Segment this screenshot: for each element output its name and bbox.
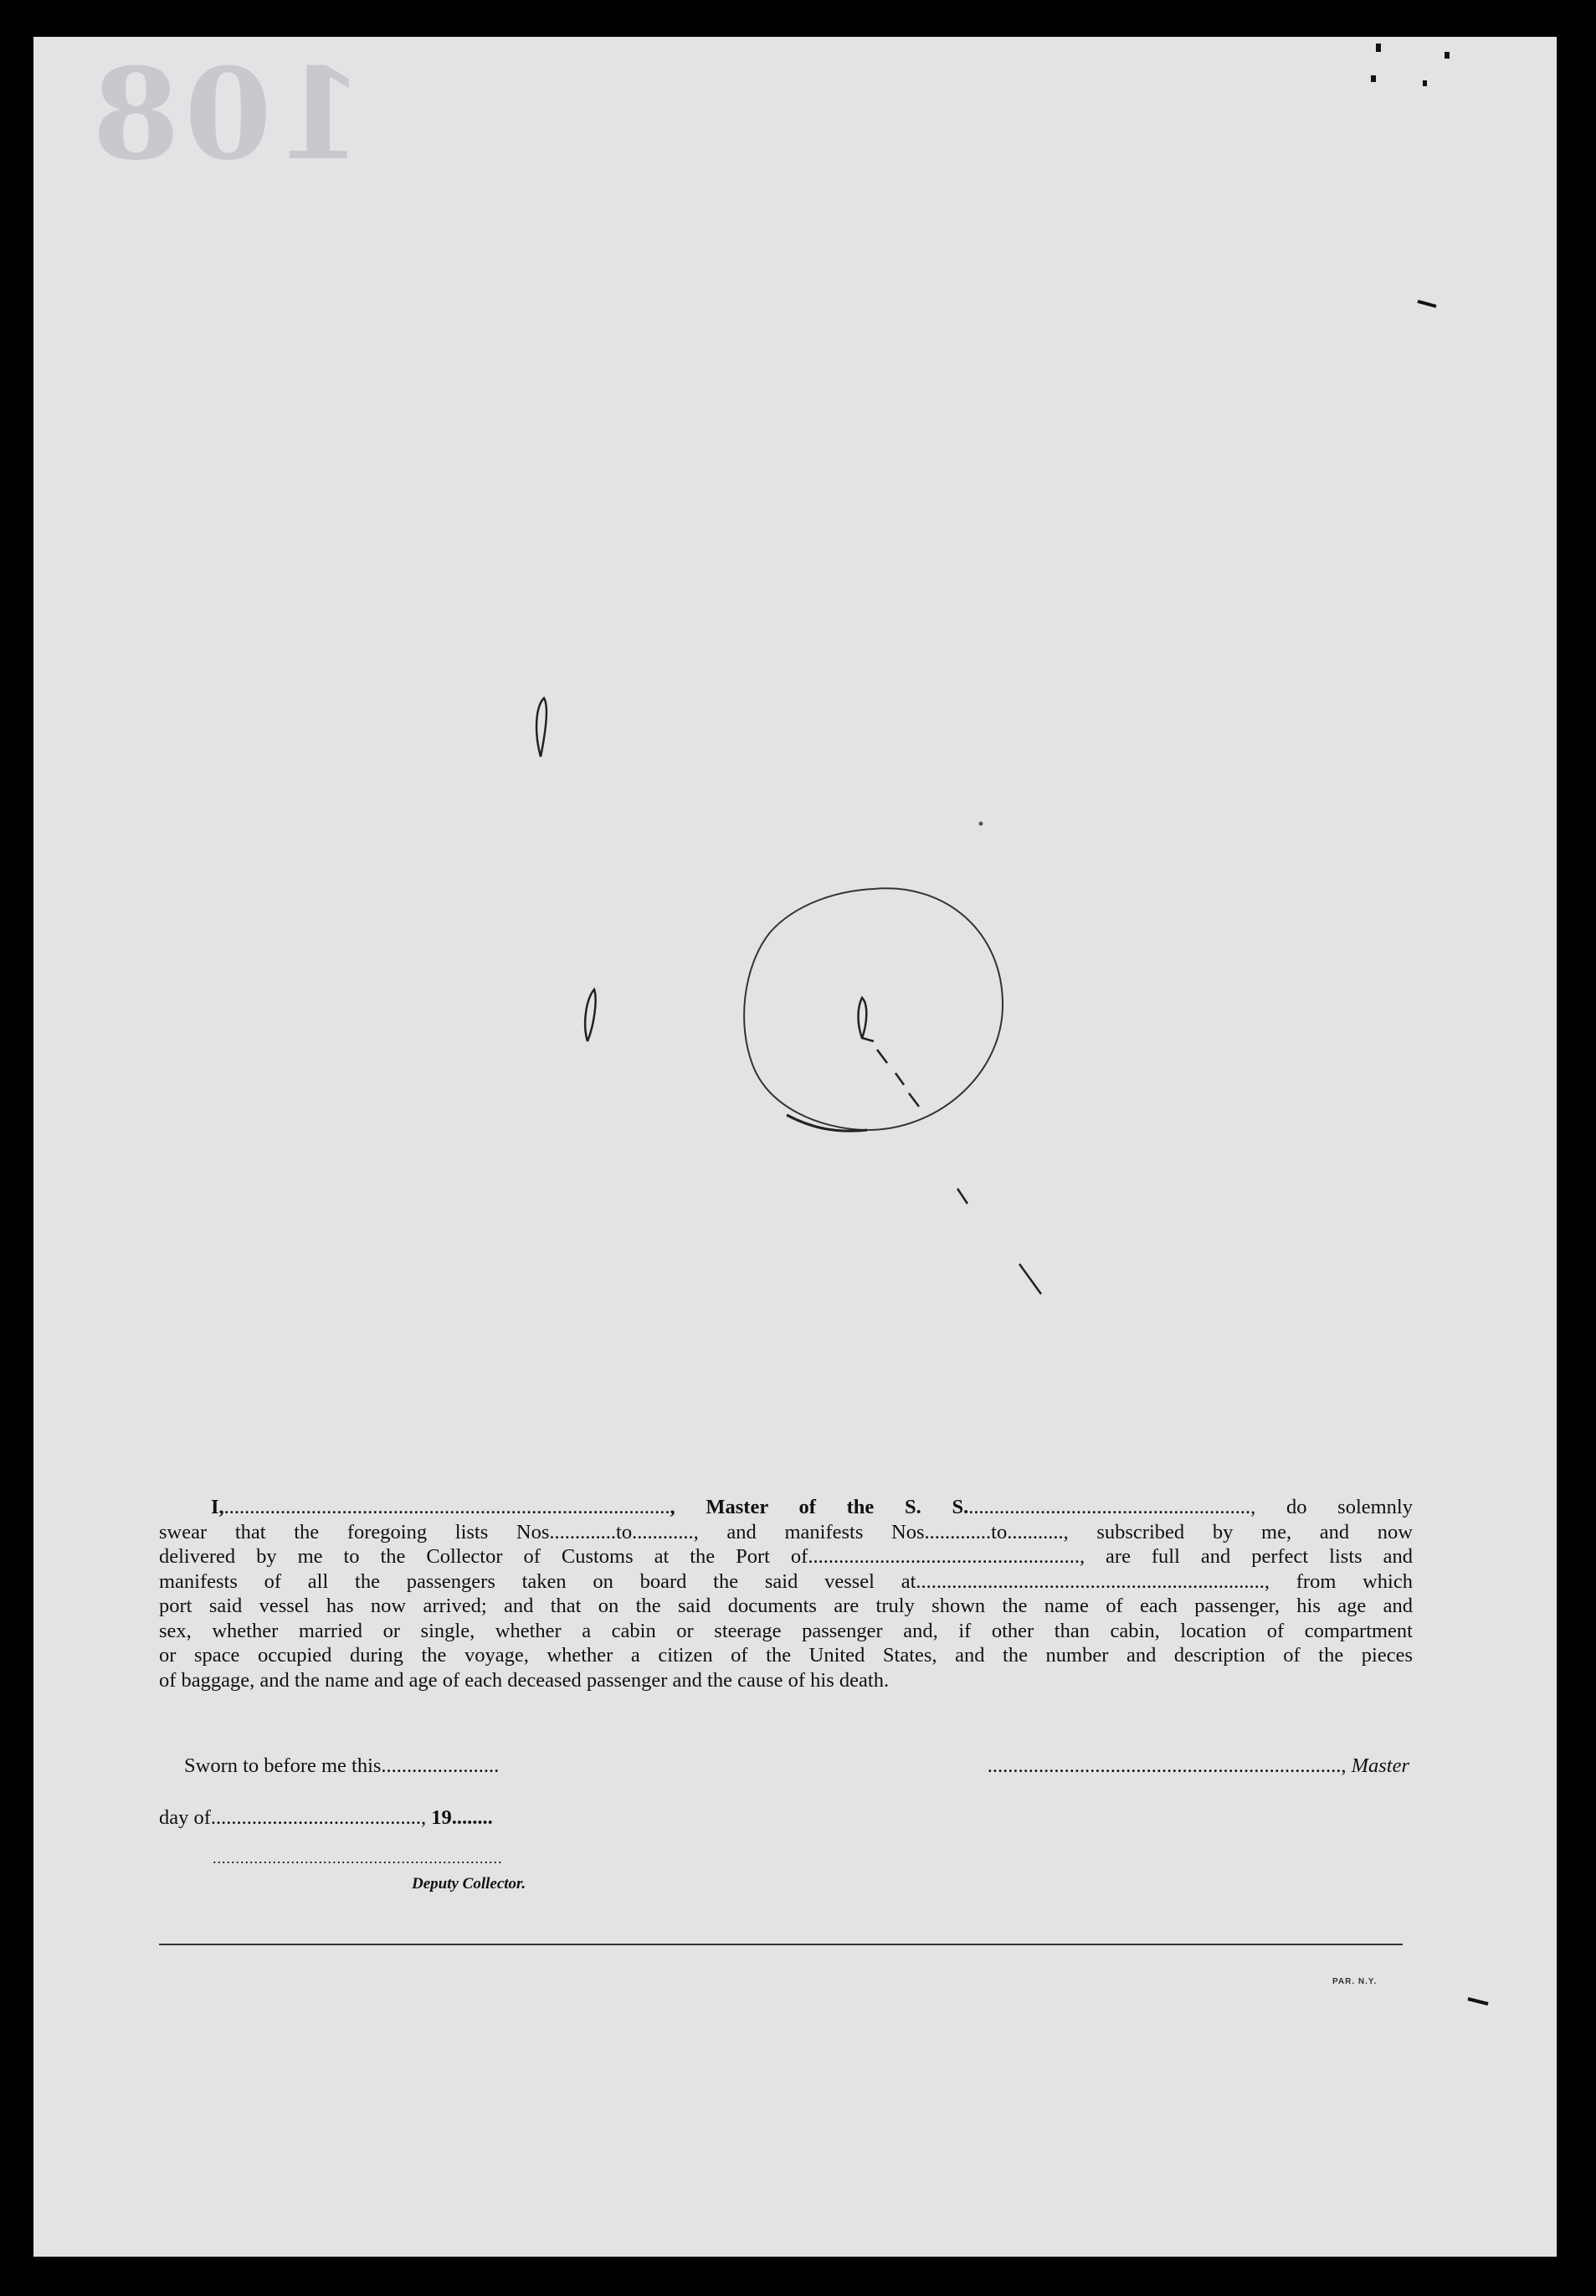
oath-text: ....................................................................................... [223, 1496, 670, 1518]
master-label: Master [1351, 1754, 1409, 1777]
edge-mark [1423, 80, 1427, 86]
edge-mark [1371, 75, 1376, 82]
oath-text: , Master of the S. S. [670, 1496, 969, 1518]
oath-paragraph [159, 1495, 1413, 1692]
oath-text: delivered by me to the Collector of Customs at the Port of....................................................., are full and perfect lists and [159, 1545, 1413, 1568]
handwritten-mark [1019, 1264, 1041, 1294]
handwritten-marks [33, 37, 1557, 2257]
master-signature-line [988, 1754, 1409, 1778]
oath-text: ....................................................... [968, 1496, 1251, 1518]
day-of-text: day of........................................., [159, 1806, 427, 1829]
oath-text: sex, whether married or single, whether a cabin or steerage passenger and, if other than cabin, location of compartment [159, 1619, 1413, 1642]
edge-mark [1468, 1999, 1488, 2004]
handwritten-mark [909, 1093, 919, 1107]
handwritten-mark [896, 1073, 904, 1085]
edge-mark [1445, 52, 1450, 59]
handwritten-circle [744, 888, 1003, 1130]
edge-mark [1418, 301, 1436, 306]
handwritten-mark [536, 698, 547, 757]
handwritten-mark [877, 1050, 887, 1063]
deputy-collector-label: Deputy Collector. [412, 1875, 526, 1893]
oath-text: swear that the foregoing lists Nos.............to............, and manifests Nos.............to..........., subscribed by me, and now [159, 1520, 1413, 1544]
oath-text: manifests of all the passengers taken on board the said vessel at...................................................................., from which [159, 1569, 1413, 1593]
year-text: 19........ [431, 1806, 493, 1829]
master-signature-dots: ....................................................................., [987, 1754, 1347, 1777]
sworn-line: Sworn to before me this....................... [184, 1754, 500, 1777]
footer-rule [159, 1944, 1403, 1945]
oath-text: , do solemnly [1250, 1496, 1413, 1518]
edge-mark [1376, 44, 1381, 52]
oath-text: of baggage, and the name and age of each deceased passenger and the cause of his death. [159, 1668, 890, 1692]
oath-text: port said vessel has now arrived; and that on the said documents are truly shown the name of each passenger, his age and [159, 1595, 1413, 1617]
handwritten-mark [957, 1189, 967, 1204]
edge-mark [979, 822, 983, 826]
oath-text: I, [211, 1496, 224, 1518]
page-number-stamp: 108 [87, 41, 365, 188]
handwritten-mark [585, 989, 595, 1041]
handwritten-mark [859, 998, 875, 1041]
manifest-page [33, 37, 1557, 2257]
printer-mark: PAR. N.Y. [1332, 1977, 1378, 1986]
deputy-signature-dots: ............................................................... [213, 1850, 503, 1867]
day-of-line [159, 1806, 493, 1830]
handwritten-mark [787, 1115, 867, 1131]
oath-text: or space occupied during the voyage, whether a citizen of the United States, and the number and description of the pieces [159, 1644, 1413, 1667]
